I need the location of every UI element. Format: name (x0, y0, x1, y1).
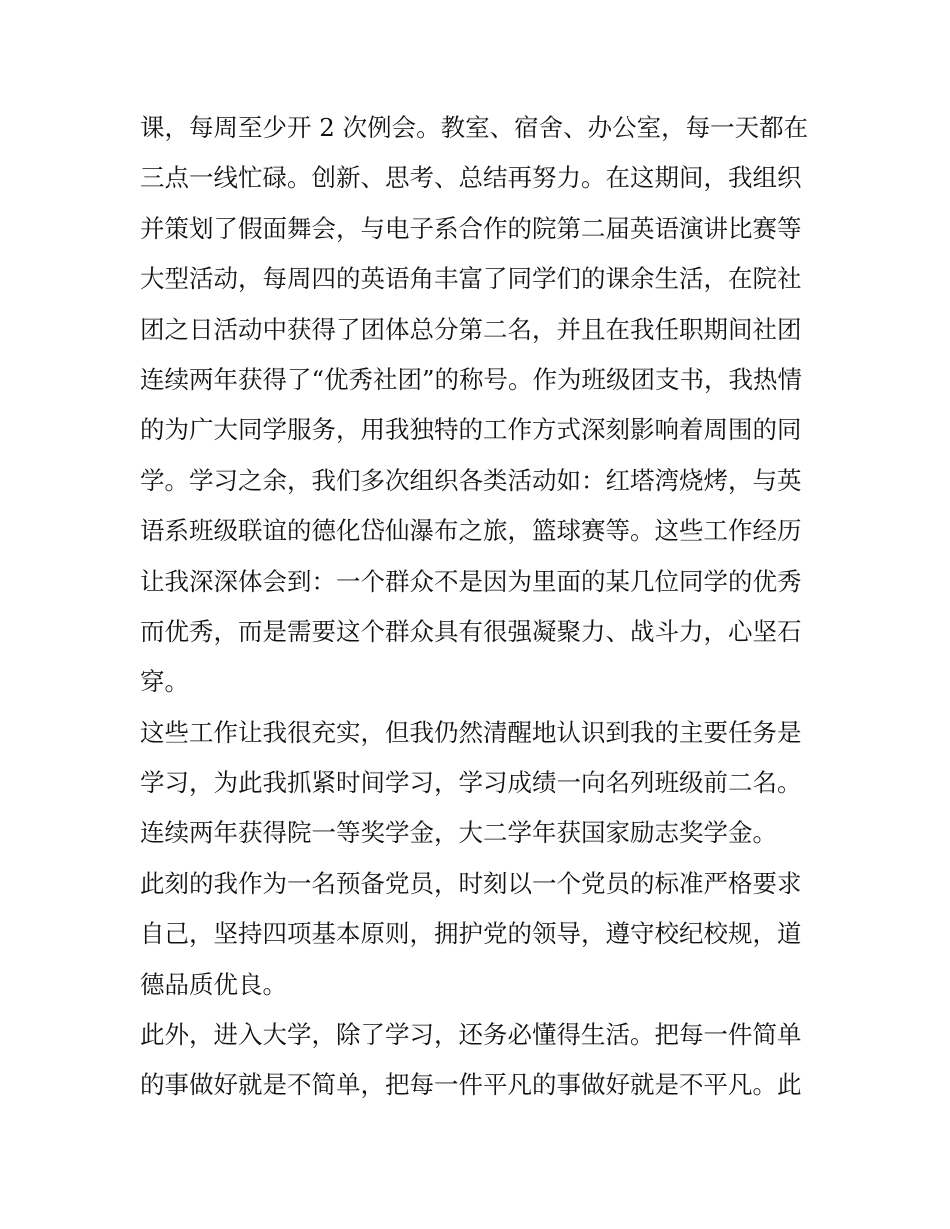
text-line: 的事做好就是不简单，把每一件平凡的事做好就是不平凡。此 (140, 1070, 802, 1100)
text-line: 语系班级联谊的德化岱仙瀑布之旅，篮球赛等。这些工作经历 (140, 516, 802, 546)
text-line: 而优秀，而是需要这个群众具有很强凝聚力、战斗力，心坚石 (140, 616, 802, 646)
text-line: 连续两年获得了“优秀社团”的称号。作为班级团支书，我热情 (140, 364, 803, 394)
text-line: 此刻的我作为一名预备党员，时刻以一个党员的标准严格要求 (140, 868, 802, 898)
text-line: 学习，为此我抓紧时间学习，学习成绩一向名列班级前二名。 (140, 768, 802, 798)
text-line: 三点一线忙碌。创新、思考、总结再努力。在这期间，我组织 (140, 163, 802, 193)
text-line: 团之日活动中获得了团体总分第二名，并且在我任职期间社团 (140, 314, 802, 344)
text-line: 自己，坚持四项基本原则，拥护党的领导，遵守校纪校规，道 (140, 919, 802, 949)
text-line: 课，每周至少开 2 次例会。教室、宿舍、办公室，每一天都在 (140, 113, 809, 142)
text-line: 并策划了假面舞会，与电子系合作的院第二届英语演讲比赛等 (140, 213, 802, 243)
text-line: 此外，进入大学，除了学习，还务必懂得生活。把每一件简单 (140, 1020, 802, 1050)
text-line: 德品质优良。 (140, 969, 287, 999)
document-body (140, 103, 820, 1111)
text-line: 让我深深体会到：一个群众不是因为里面的某几位同学的优秀 (140, 566, 802, 596)
text-line: 的为广大同学服务，用我独特的工作方式深刻影响着周围的同 (140, 415, 802, 445)
text-line: 学。学习之余，我们多次组织各类活动如：红塔湾烧烤，与英 (140, 465, 802, 495)
text-line: 连续两年获得院一等奖学金，大二学年获国家励志奖学金。 (140, 818, 777, 848)
text-line: 穿。 (140, 667, 189, 697)
text-line: 这些工作让我很充实，但我仍然清醒地认识到我的主要任务是 (140, 717, 802, 747)
text-line: 大型活动，每周四的英语角丰富了同学们的课余生活，在院社 (140, 264, 802, 294)
